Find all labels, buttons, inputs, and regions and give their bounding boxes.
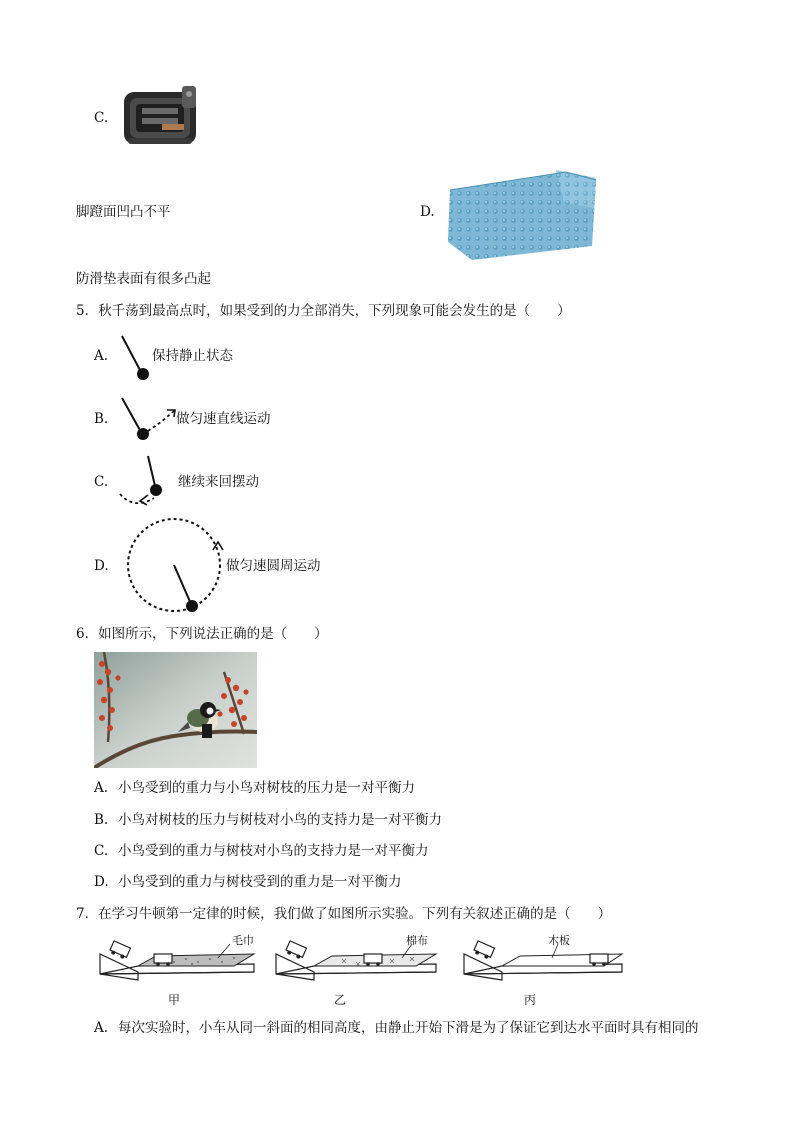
q5-option-b-letter: B. [94,411,109,427]
experiment-panel-wooden-board [454,932,630,1014]
q6-option-a-letter: A. [94,780,109,796]
q6-option-c-letter: C. [94,843,109,859]
q5-stem: 5．秋千荡到最高点时，如果受到的力全部消失，下列现象可能会发生的是（ ） [76,303,571,319]
q6-option-d-text: 小鸟受到的重力与树枝受到的重力是一对平衡力 [118,874,402,890]
anti-slip-mat-image [446,162,598,262]
q6-option-c-text: 小鸟受到的重力与树枝对小鸟的支持力是一对平衡力 [118,843,429,859]
panel-label-yi: 乙 [334,993,347,1007]
q5-option-c-text: 继续来回摆动 [178,474,259,490]
q5-option-a-text: 保持静止状态 [152,348,233,364]
q7-option-a-text: 每次实验时，小车从同一斜面的相同高度，由静止开始下滑是为了保证它到达水平面时具有相同的 [118,1020,699,1036]
q4-option-d-letter: D. [420,204,435,220]
bicycle-pedal-image [118,80,204,154]
surface-label-board: 木板 [548,934,570,947]
bird-on-branch-photo [94,652,257,768]
q6-option-a-text: 小鸟受到的重力与小鸟对树枝的压力是一对平衡力 [118,780,415,796]
q6-option-d-letter: D. [94,874,109,890]
q5-option-d-text: 做匀速圆周运动 [226,558,321,574]
q4-option-c-caption: 脚蹬面凹凸不平 [76,204,171,220]
pendulum-straight-line-diagram [116,396,180,444]
q4-option-c-letter: C. [94,110,109,126]
pendulum-swinging-diagram [116,454,180,512]
q6-option-b-letter: B. [94,812,109,828]
pendulum-circular-motion-diagram [116,514,226,616]
q5-option-c-letter: C. [94,474,109,490]
surface-label-towel: 毛巾 [232,934,254,947]
q4-option-d-caption: 防滑垫表面有很多凸起 [76,271,211,287]
q5-option-d-letter: D. [94,558,109,574]
experiment-panel-towel [94,932,262,1014]
experiment-panel-cotton-cloth [266,932,442,1014]
q5-option-a-letter: A. [94,348,109,364]
q7-stem: 7．在学习牛顿第一定律的时候，我们做了如图所示实验。下列有关叙述正确的是（ ） [76,906,612,922]
pendulum-at-rest-diagram [116,334,156,382]
q7-option-a-letter: A. [94,1020,109,1036]
q5-option-b-text: 做匀速直线运动 [176,411,271,427]
panel-label-jia: 甲 [168,993,181,1007]
surface-label-cotton: 棉布 [406,934,428,947]
panel-label-bing: 丙 [524,993,537,1007]
q6-stem: 6．如图所示，下列说法正确的是（ ） [76,626,328,642]
q6-option-b-text: 小鸟对树枝的压力与树枝对小鸟的支持力是一对平衡力 [118,812,442,828]
